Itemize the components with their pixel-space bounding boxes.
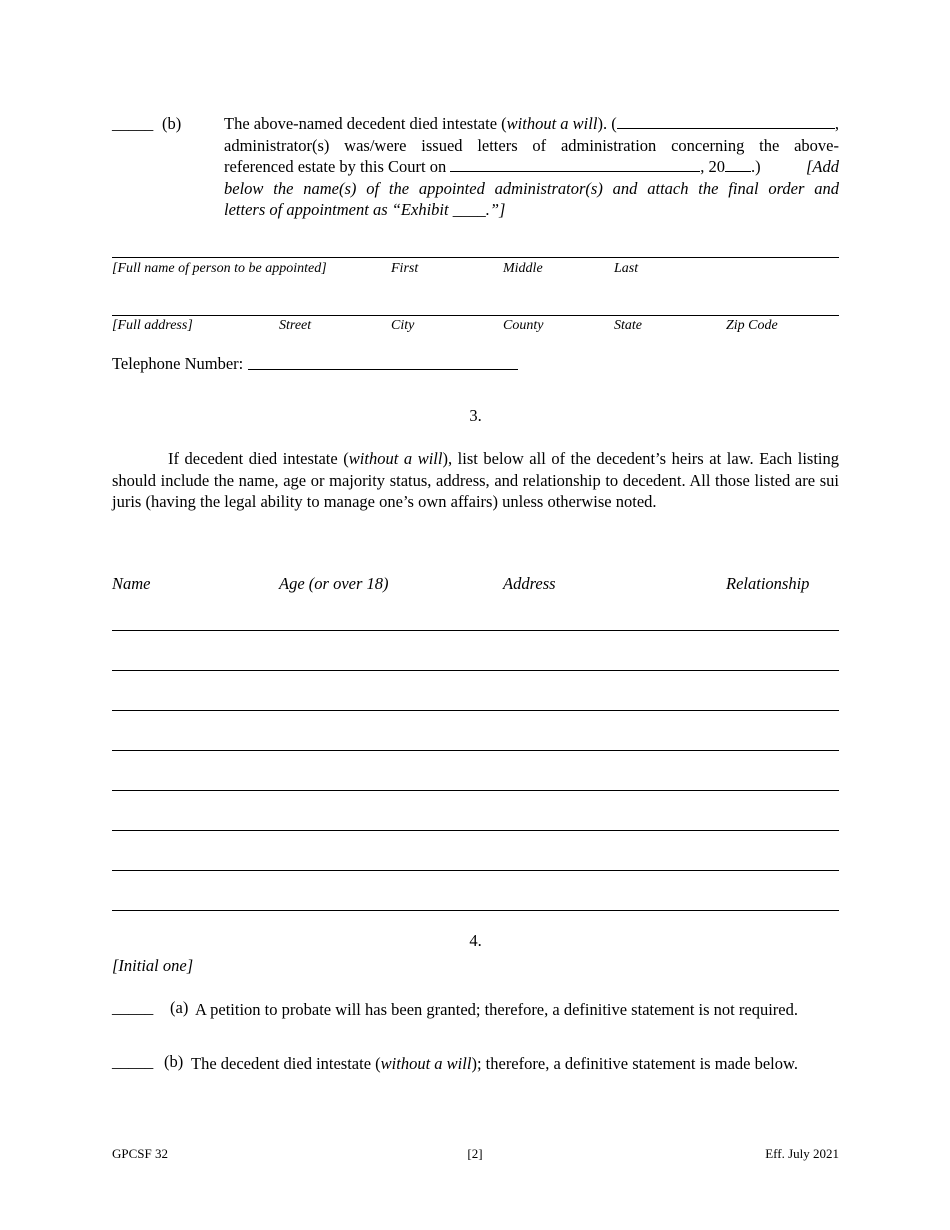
section-4-number: 4. [469,931,482,950]
2b-line3-mid: , 20 [700,157,725,176]
heirs-header-name: Name [112,574,151,593]
full-name-label: [Full name of person to be appointed] [112,261,327,276]
2b-text1-end: ). ( [597,114,617,133]
heir-line[interactable] [112,830,839,831]
last-name-label: Last [614,261,639,276]
section-2b-paragraph [224,113,839,221]
option-4a-text: A petition to probate will has been granted; therefore, a definitive statement is not required. [195,1000,798,1019]
heir-line[interactable] [112,790,839,791]
heir-line[interactable] [112,670,839,671]
section-4-instruction: [Initial one] [112,956,194,975]
2b-text1-tail: , [834,114,839,133]
2b-line2: administrator(s) was/were issued letters of administration concerning the above- [224,135,839,155]
heirs-header-age: Age (or over 18) [279,574,389,593]
footer-form-id: GPCSF 32 [112,1146,168,1161]
2b-line5: letters of appointment as “Exhibit ____.”] [224,200,506,219]
2b-text1-italic: without a will [506,114,598,133]
section-3-paragraph [112,448,839,513]
o4b-text-start: The decedent died intestate ( [191,1054,381,1073]
state-label: State [614,318,642,333]
option-label-4b: (b) [164,1052,184,1071]
telephone-row [112,353,518,375]
2b-text1: The above-named decedent died intestate ( [224,114,507,133]
heirs-header-relationship: Relationship [726,574,810,593]
2b-line3-end: .) [750,157,765,176]
s3-para-start: If decedent died intestate ( [168,449,349,468]
2b-line3-italic: [Add [806,157,839,176]
first-name-label: First [391,261,419,276]
zip-code-label: Zip Code [726,318,778,333]
footer-effective-date: Eff. July 2021 [765,1146,839,1161]
footer-page-number: [2] [467,1146,483,1161]
2b-line3-start: referenced estate by this Court on [224,157,447,176]
heirs-header-address: Address [503,574,556,593]
city-label: City [391,318,415,333]
court-date-blank[interactable] [450,156,700,172]
heir-line[interactable] [112,630,839,631]
street-label: Street [279,318,312,333]
initial-blank-4a[interactable]: _____ [112,998,154,1017]
s3-para-rest: ), list below all of the decedent’s heirs at law. Each listing should include the name, age or majority status, address, and relationship to decedent. All those listed are sui juris (having the legal ability to manage one’s own affairs) unless otherwise noted. [112,449,839,511]
initial-blank-2b[interactable]: _____ [112,114,154,133]
initial-blank-4b[interactable]: _____ [112,1052,154,1071]
option-label-4a: (a) [170,998,189,1017]
full-address-line[interactable] [112,315,839,316]
telephone-blank[interactable] [248,353,518,370]
heir-line[interactable] [112,750,839,751]
middle-name-label: Middle [503,261,543,276]
administrator-name-blank[interactable] [617,113,835,129]
heir-line[interactable] [112,870,839,871]
o4b-text-end: ); therefore, a definitive statement is made below. [471,1054,798,1073]
option-label-2b: (b) [162,114,182,133]
telephone-label: Telephone Number: [112,354,244,373]
full-address-label: [Full address] [112,318,193,333]
year-blank[interactable] [725,156,751,172]
o4b-italic: without a will [380,1054,472,1073]
full-name-line[interactable] [112,257,839,258]
s3-para-italic: without a will [348,449,443,468]
option-4b-text [191,1051,839,1076]
heir-line[interactable] [112,710,839,711]
county-label: County [503,318,544,333]
2b-line4: below the name(s) of the appointed administrator(s) and attach the final order and [224,178,839,198]
section-3-number: 3. [469,406,482,425]
heir-line[interactable] [112,910,839,911]
